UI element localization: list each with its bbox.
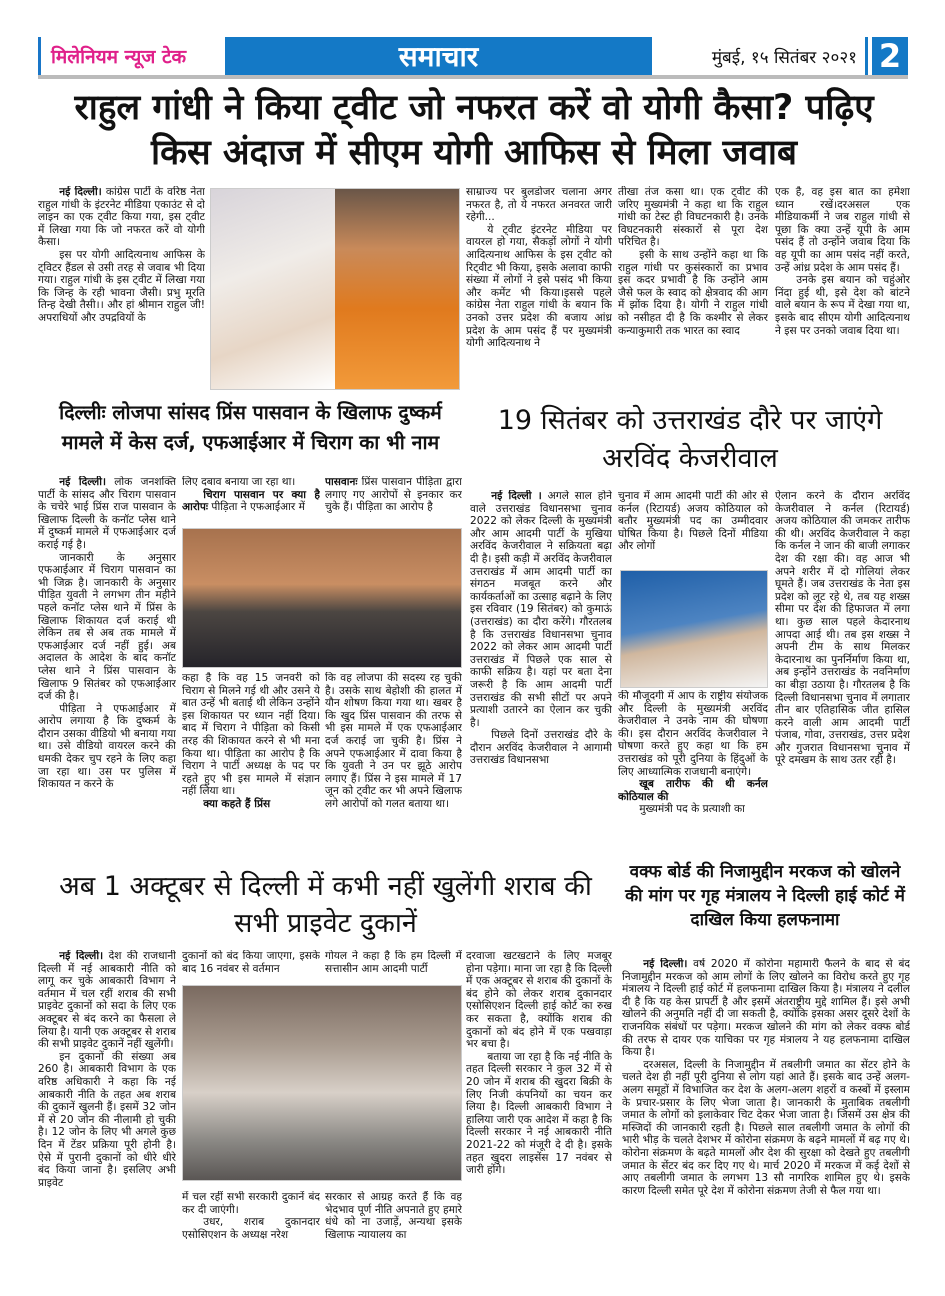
paragraph-text: इस पर योगी आदित्यनाथ आफिस के ट्विटर हैंडल से उसी तरह से जवाब भी दिया गया। राहुल गांधी के इस ट्वीट में लिखा गया कि जिन्ह के रही भावना जैसी। प्रभु मूरति तिन्ह देखी तैसी।। और हां श्रीमान राहुल जी! अपराधियों और उपद्रवियों के [38,248,205,324]
newspaper-logo: मिलेनियम न्यूज टेक [38,37,225,75]
paragraph [466,224,612,350]
paragraph [182,489,320,514]
photo-liquor-shop-queue [182,985,462,1181]
paragraph [182,1191,320,1216]
article-column [470,490,612,862]
paragraph [182,798,320,811]
paragraph-text: लोक जनशक्ति पार्टी के सांसद और चिराग पासवान के चचेरे भाई प्रिंस राज पासवान के खिलाफ दिल्ली के कनॉट प्लेस थाने में दुष्कर्म मामले में एफआईआर दर्ज कराई गई है। [38,476,176,551]
paragraph-text: लिए दबाव बनाया जा रहा था। [182,476,296,488]
paragraph-text: ऐलान करने के दौरान अरविंद केजरीवाल ने कर्नल (रिटायर्ड) अजय कोठियाल की जमकर तारीफ की थी। अरविंद केजरीवाल ने कहा कि कर्नल ने जान की बाजी लगाकर देश की रक्षा की। वह आज भी अपने शरीर में दो गोलियां लेकर घूमते हैं। जब उत्तराखंड के नेता इस प्रदेश को लूट रहे थे, तब यह शख्स सीमा पर देश की हिफाजत में लगा था। कुछ साल पहले केदारनाथ आपदा आई थी। तब इस शख्स ने अपनी टीम के साथ मिलकर केदारनाथ का पुनर्निर्माण किया था, अब इन्होंने उत्तराखंड के नवनिर्माण का बीड़ा उठाया है। गौरतलब है कि दिल्ली विधानसभा चुनाव में लगातार तीन बार एतिहासिक जीत हासिल करने वाली आम आदमी पार्टी पंजाब, गोवा, उत्तराखंड, उत्तर प्रदेश और गुजरात विधानसभा चुनाव में पूरे दमखम के साथ उतर रही है। [775,490,910,767]
article-column [38,186,205,391]
paragraph-text: इसी के साथ उन्होंने कहा था कि राहुल गांधी पर कुसंस्कारों का प्रभाव इस कदर प्रभावी है कि उन्होंने आम जैसे फल के स्वाद को क्षेत्रवाद की आग में झोंक दिया है। योगी ने राहुल गांधी को नसीहत दी है कि कश्मीर से लेकर कन्याकुमारी तक भारत का स्वाद [618,248,768,337]
paragraph [325,476,462,514]
paragraph-text: एक है, वह इस बात का हमेशा ध्यान रखें।दरअसल एक मीडियाकर्मी ने जब राहुल गांधी से पूछा कि क्या उन्हें यूपी के आम पसंद हैं तो उन्होंने जवाब दिया कि वह यूपी का आम पसंद नहीं करते, उन्हें आंध्र प्रदेश के आम पसंद हैं। [775,186,910,274]
paragraph-text: देश की राजधानी दिल्ली में नई आबकारी नीति को लागू कर चुके आबकारी विभाग ने वर्तमान में चल रहीं शराब की सभी प्राइवेट दुकानों को सदा के लिए एक अक्टूबर से बंद करने का फैसला ले लिया है। यानी एक अक्टूबर से शराब की सभी प्राइवेट दुकानें नहीं खुलेंगी। [38,950,176,1051]
article-column [325,950,462,982]
paragraph [622,1059,910,1198]
paragraph-text: कहा है कि वह 15 जनवरी को चिराग से मिलने गई थी और उसने ये बात उन्हें भी बताई थी लेकिन उन्होंने इस शिकायत पर ध्यान नहीं दिया। बाद में चिराग ने पीड़िता को किसी तरह की शिकायत करने से भी मना किया था। पीड़िता का आरोप है कि चिराग ने पार्टी अध्यक्ष के पद पर रहते हुए भी इस मामले में संज्ञान नहीं लिया था। [182,672,320,798]
paragraph-text: में चल रहीं सभी सरकारी दुकानें बंद कर दी जाएंगी। [182,1191,320,1216]
paragraph [466,950,612,1051]
photo-rahul-yogi [210,188,460,390]
article-column [182,672,320,862]
paragraph-text: ये ट्वीट इंटरनेट मीडिया पर वायरल हो गया, सैकड़ों लोगों ने योगी आदित्यनाथ आफिस के इस ट्वीट को रिट्वीट भी किया, इसके अलावा काफी संख्या में लोगों ने इसे पसंद भी किया और कमेंट भी किया।इससे पहले कांग्रेस नेता राहुल गांधी के बयान कि उनको उत्तर प्रदेश की बजाय आंध्र प्रदेश के आम पसंद हैं पर मुख्यमंत्री योगी आदित्यनाथ ने [466,223,612,350]
article-column [325,1191,462,1255]
paragraph [182,950,320,975]
article-column [775,490,910,862]
paragraph-lead: चिराग पासवान पर क्या है आरोपः [182,488,320,514]
paragraph [466,1051,612,1177]
paragraph [38,552,176,703]
article-column [325,476,462,526]
paragraph-text: सरकार से आग्रह करते हैं कि वह भेदभाव पूर्ण नीति अपनाते हुए हमारे धंधे को ना उजाड़ें, अन्यथा इसके खिलाफ न्यायालय का [325,1191,462,1241]
paragraph-text: दुकानों को बंद किया जाएगा, इसके बाद 16 नवंबर से वर्तमान [182,950,320,975]
paragraph-text: दरअसल, दिल्ली के निजामुद्दीन में तबलीगी जमात का सेंटर होने के चलते देश ही नहीं पूरी दुनिया से लोग यहां आते हैं। इसके बाद उन्हें अलग-अलग समूहों में विभाजित कर देश के अलग-अलग शहरों व कस्बों में इस्लाम के प्रचार-प्रसार के लिए भेजा जाता है। जानकारी के मुताबिक तबलीगी जमात के लोगों को इलाकेवार चिट देकर भेजा जाता है। जिसमें उस क्षेत्र की मस्जिदों की जानकारी रहती है। पिछले साल तबलीगी जमात के लोगों की भारी भीड़ के चलते देशभर में कोरोना संक्रमण के बढ़ने मामलों में बढ़ गए थे। कोरोना संक्रमण के बढ़ते मामलों और देश की सुरक्षा को देखते हुए तबलीगी जमात के सेंटर बंद कर दिए गए थे। मार्च 2020 में मरकज में कई देशों से आए तबलीगी जमात के लगभग 13 सौ नागरिक शामिल हुए थे। इसके कारण दिल्ली समेत पूरे देश में कोरोना संक्रमण तेजी से फैल गया था। [622,1058,910,1197]
paragraph [618,490,768,553]
paragraph [38,476,176,552]
paragraph [775,490,910,767]
paragraph-lead: नई दिल्ली। [643,958,688,970]
paragraph [38,950,176,1051]
paragraph [470,490,612,729]
paragraph [470,729,612,767]
paragraph-text: वर्ष 2020 में कोरोना महामारी फैलने के बाद से बंद निजामुद्दीन मरकज को आम लोगों के लिए खोलने का विरोध करते हुए गृह मंत्रालय ने दिल्ली हाई कोर्ट में हलफनामा दाखिल किया है। मंत्रालय ने दलील दी है कि यह केस प्रापर्टी है और इसमें अंतराष्ट्रीय मुद्दे शामिल हैं। इसे अभी खोलने की अनुमति नहीं दी जा सकती है, क्योंकि इसका असर दूसरे देशों के राजनयिक संबंधों पर पड़ेगा। मरकज खोलने की मांग को लेकर वक्फ बोर्ड की तरफ से दायर एक याचिका पर गृह मंत्रालय ने यह हलफनामा दाखिल किया है। [622,958,910,1059]
photo-yogi-adityanath [335,189,459,389]
paragraph [38,186,205,249]
headline-rahul-yogi: राहुल गांधी ने किया ट्वीट जो नफरत करें वो योगी कैसा? पढ़िए किस अंदाज में सीएम योगी आफिस से मिला जवाब [74,88,874,173]
headline-kejriwal: 19 सितंबर को उत्तराखंड दौरे पर जाएंगे अरविंद केजरीवाल [497,405,883,474]
paragraph [38,703,176,791]
article-column [182,1191,320,1255]
paragraph-lead: नई दिल्ली । [491,490,542,502]
paragraph-lead: नई दिल्ली। [59,186,102,198]
paragraph [182,476,320,489]
paragraph-text: पिछले दिनों उत्तराखंड दौरे के दौरान अरविंद केजरीवाल ने आगामी उत्तराखंड विधानसभा [470,729,612,767]
paragraph [618,249,768,337]
paragraph [618,186,768,249]
paragraph-text: उधर, शराब दुकानदार एसोसिएशन के अध्यक्ष नरेश [182,1216,320,1241]
article-column [325,672,462,862]
paragraph [775,274,910,337]
paragraph [618,690,768,778]
headline-lojpa: दिल्लीः लोजपा सांसद प्रिंस पासवान के खिलाफ दुष्कर्म मामले में केस दर्ज, एफआईआर में चिराग का भी नाम [59,401,442,454]
paragraph-lead: नई दिल्ली। [59,476,106,488]
article-column [466,186,612,396]
paragraph [325,950,462,975]
paragraph-lead: क्या कहते हैं प्रिंस [203,797,271,810]
photo-kejriwal [620,570,768,688]
article-column [38,950,176,1255]
photo-rahul-gandhi [211,189,335,389]
paragraph-text: साम्राज्य पर बुलडोजर चलाना अगर नफरत है, तो ये नफरत अनवरत जारी रहेगी... [466,186,612,224]
paragraph-text: कि वह लोजपा की सदस्य रह चुकी है। उसके साथ बेहोशी की हालत में यौन शोषण किया गया था। खबर है कि खुद प्रिंस पासवान की तरफ से भी इस मामले में एक एफआईआर दर्ज कराई जा चुकी है। प्रिंस ने अपने एफआईआर में दावा किया है कि युवती ने उन पर झूठे आरोप लगाए हैं। प्रिंस ने इस मामले में 17 जून को ट्वीट कर भी अपने खिलाफ लगे आरोपों को गलत बताया था। [325,672,462,810]
paragraph-lead: पासवानः [325,476,358,488]
article-column [182,476,320,526]
headline-markaz: वक्फ बोर्ड की निजामुद्दीन मरकज को खोलने की मांग पर गृह मंत्रालय ने दिल्ली हाई कोर्ट में दाखिल किया हलफनामा [625,862,905,930]
paragraph-text: कांग्रेस पार्टी के वरिष्ठ नेता राहुल गांधी के इंटरनेट मीडिया एकाउंट से दो लाइन का एक ट्वीट किया गया, इस ट्वीट में लिखा गया कि जो नफरत करें वो योगी कैसा। [38,186,205,249]
page-number: 2 [868,37,908,75]
article-column [618,690,768,862]
paragraph-text: जानकारी के अनुसार एफआईआर में चिराग पासवान का भी जिक्र है। जानकारी के अनुसार पीड़ित युवती ने लगभग तीन महीने पहले कनॉट प्लेस थाने में प्रिंस के खिलाफ शिकायत दर्ज कराई थी लेकिन तब से अब तक मामले में एफआईआर दर्ज नहीं हुई। अब अदालत के आदेश के बाद कनॉट प्लेस थाने ने प्रिंस पासवान के खिलाफ 9 सितंबर को एफआईआर दर्ज की है। [38,551,176,703]
article-column [618,490,768,568]
article-column [775,186,910,396]
paragraph-text: बताया जा रहा है कि नई नीति के तहत दिल्ली सरकार ने कुल 32 में से 20 जोन में शराब की खुदरा बिक्री के लिए निजी कंपनियों का चयन कर लिया है। दिल्ली आबकारी विभाग ने हालिया जारी एक आदेश में कहा है कि दिल्ली सरकार ने नई आबकारी नीति 2021-22 को मंजूरी दे दी है। इसके तहत खुदरा लाइसेंस 17 नवंबर से जारी होंगे। [466,1050,612,1177]
article-column [38,476,176,861]
paragraph [325,1191,462,1241]
headline-liquor-shops: अब 1 अक्टूबर से दिल्ली में कभी नहीं खुलेंगी शराब की सभी प्राइवेट दुकानें [59,871,592,939]
masthead [38,37,908,79]
paragraph [182,672,320,798]
article-column [466,950,612,1255]
paragraph [622,958,910,1059]
paragraph [618,778,768,803]
paragraph [775,186,910,274]
paragraph-lead: नई दिल्ली। [59,950,104,962]
paragraph [182,1216,320,1241]
paragraph-text: चुनाव में आम आदमी पार्टी की ओर से कर्नल (रिटायर्ड) अजय कोठियाल को बतौर मुख्यमंत्री पद का उम्मीदवार घोषित किया है। पिछले दिनों मीडिया और लोगों [618,490,768,553]
article-column [182,950,320,982]
paragraph-text: तीखा तंज कसा था। एक ट्वीट की जरिए मुख्यमंत्री ने कहा था कि राहुल गांधी का टेस्ट ही विघटनकारी है। उनके विघटनकारी संस्कारों से पूरा देश परिचित है। [618,186,768,249]
paragraph-text: की मौजूदगी में आप के राष्ट्रीय संयोजक और दिल्ली के मुख्यमंत्री अरविंद केजरीवाल ने उनके नाम की घोषणा की। इस दौरान अरविंद केजरीवाल ने घोषणा करते हुए कहा था कि हम उत्तराखंड को पूरी दुनिया के हिंदुओं के लिए आध्यात्मिक राजधानी बनाएंगे। [618,690,768,778]
paragraph [618,803,768,816]
paragraph-lead: खूब तारीफ की थी कर्नल कोठियाल की [618,778,768,803]
paragraph-text: अगले साल होने वाले उत्तराखंड विधानसभा चुनाव 2022 को लेकर दिल्ली के मुख्यमंत्री और आम आदमी पार्टी के मुखिया अरविंद केजरीवाल ने सक्रियता बढ़ा दी है। इसी कड़ी में अरविंद केजरीवाल उत्तराखंड में आम आदमी पार्टी का संगठन मजबूत करने और कार्यकर्ताओं का उत्साह बढ़ाने के लिए इस रविवार (19 सितंबर) को कुमाऊं (उत्तराखंड) का दौरा करेंगे। गौरतलब है कि उत्तराखंड विधानसभा चुनाव 2022 को लेकर आम आदमी पार्टी उत्तराखंड में पिछले एक साल से काफी सक्रिय है। यहां पर बता देना जरूरी है कि आम आदमी पार्टी उत्तराखंड की सभी सीटों पर अपने प्रत्याशी उतारने का ऐलान कर चुकी है। [470,490,612,729]
paragraph [466,186,612,224]
paragraph-text: मुख्यमंत्री पद के प्रत्याशी का [639,803,745,816]
paragraph-text: इन दुकानों की संख्या अब 260 है। आबकारी विभाग के एक वरिष्ठ अधिकारी ने कहा कि नई आबकारी नीति के तहत अब शराब की दुकानें खुलनी हैं। इसमें 32 जोन में से 20 जोन की नीलामी हो चुकी है। 12 जोन के लिए भी अगले कुछ दिन में टेंडर प्रक्रिया पूरी होनी है। ऐसे में पुरानी दुकानों को धीरे धीरे बंद किया जाना है। इसलिए अभी प्राइवेट [38,1050,176,1189]
paragraph-text: दरवाजा खटखटाने के लिए मजबूर होना पड़ेगा। माना जा रहा है कि दिल्ली में एक अक्टूबर से शराब की दुकानों के बंद होने को लेकर शराब दुकानदार एसोसिएशन दिल्ली हाई कोर्ट का रुख कर सकता है, क्योंकि शराब की दुकानों को बंद होने में एक पखवाड़ा भर बचा है। [466,950,612,1051]
paragraph-text: प्रिंस पासवान पीड़िता द्वारा लगाए गए आरोपों से इनकार कर चुके हैं। पीड़िता का आरोप है [325,476,462,514]
paragraph-text: पीड़िता ने एफआईआर में [208,501,305,514]
dateline: मुंबई, १५ सितंबर २०२१ [711,47,857,68]
paragraph-text: पीड़िता ने एफआईआर में आरोप लगाया है कि दुष्कर्म के दौरान उसका वीडियो भी बनाया गया था। उसे वीडियो वायरल करने की धमकी देकर चुप रहने के लिए कहा जा रहा था। उस पर पुलिस में शिकायत न करने के [38,702,176,791]
article-column [622,958,910,1256]
photo-chirag-prince [182,528,462,668]
paragraph-text: उनके इस बयान को चहुंओर निंदा हुई थी, इसे देश को बांटने वाले बयान के रूप में देखा गया था, इसके बाद सीएम योगी आदित्यनाथ ने इस पर उनको जवाब दिया था। [775,274,910,337]
paragraph [38,249,205,325]
paragraph [38,1051,176,1190]
paragraph [325,672,462,811]
section-title: समाचार [225,37,652,75]
paragraph-text: गोयल ने कहा है कि हम दिल्ली में सत्तासीन आम आदमी पार्टी [325,950,462,975]
article-column [618,186,768,396]
